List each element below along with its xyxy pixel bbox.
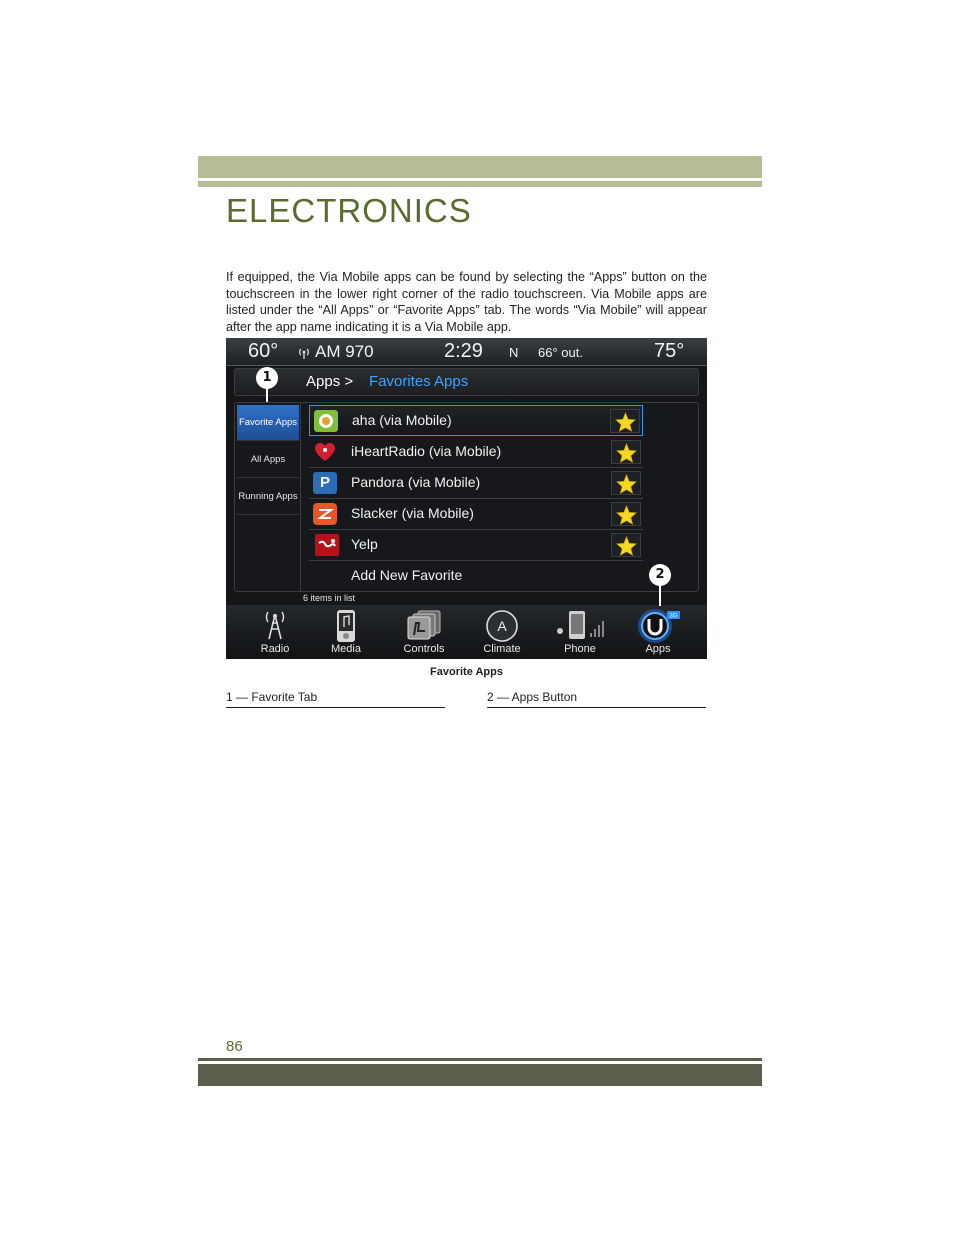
star-icon [616,474,637,494]
compass-heading: N [509,345,519,360]
add-new-favorite-button[interactable] [309,561,643,592]
list-item-label: Pandora (via Mobile) [351,474,481,490]
favorite-star-button[interactable] [611,440,641,464]
apps-panel [234,402,699,592]
touchscreen-figure [226,338,707,659]
item-count: 6 items in list [303,593,356,603]
uconnect-apps-icon [635,609,681,643]
favorite-star-button[interactable] [610,409,640,433]
radio-station: AM 970 [315,342,374,361]
favorite-star-button[interactable] [611,502,641,526]
dock-label: Apps [645,643,671,655]
page-number: 86 [226,1038,243,1055]
clock: 2:29 [444,340,483,362]
star-icon [615,412,636,432]
slacker-icon [313,503,337,525]
tab-favorite-apps[interactable]: Favorite Apps [237,405,299,441]
yelp-icon [313,534,341,556]
iheartradio-icon [313,441,337,463]
list-item-label: Yelp [351,536,378,552]
list-item-label: aha (via Mobile) [352,412,452,428]
legend-item-2: 2 — Apps Button [487,690,706,708]
footer-band [198,1064,762,1086]
header-band-line [198,181,762,187]
star-icon [616,443,637,463]
callout-1: 1 [256,367,278,389]
star-icon [616,536,637,556]
tab-all-apps[interactable]: All Apps [237,442,299,478]
callout-2: 2 [649,564,671,586]
list-item[interactable] [309,468,643,499]
bottom-dock [226,605,707,659]
dock-label: Radio [260,643,290,655]
header-band [198,156,762,178]
status-bar [226,338,707,366]
radio-signal-icon [298,347,310,359]
breadcrumb-current: Favorites Apps [369,373,469,390]
dock-climate-button[interactable] [467,605,537,659]
climate-icon [485,609,519,643]
legend-item-1: 1 — Favorite Tab [226,690,445,708]
breadcrumb-root[interactable]: Apps > [306,373,354,390]
phone-icon [552,609,608,641]
section-title: ELECTRONICS [226,192,472,229]
passenger-temp[interactable]: 75° [654,340,685,362]
body-paragraph: If equipped, the Via Mobile apps can be found by selecting the “Apps” button on the touchscreen in the lower right corner of the radio touchscreen. Via Mobile apps are listed under the “All Apps” or “Favorite Apps” tab. The words “Via Mobile” will appear after the app name indicating it is a Via Mobile app. [226,270,707,334]
list-item-label: Slacker (via Mobile) [351,505,474,521]
dock-radio-button[interactable] [240,605,310,659]
list-item[interactable] [309,499,643,530]
radio-tower-icon [260,609,290,641]
driver-temp[interactable]: 60° [248,340,279,362]
dock-apps-button[interactable] [623,605,693,659]
dock-label: Phone [564,643,596,655]
tab-running-apps[interactable]: Running Apps [237,479,299,515]
list-item-label: iHeartRadio (via Mobile) [351,443,502,459]
list-item[interactable] [309,405,643,436]
footer-band-line [198,1058,762,1061]
list-item-label: Add New Favorite [351,567,463,583]
dock-label: Media [331,643,361,655]
dock-controls-button[interactable] [389,605,459,659]
aha-icon [314,410,338,432]
tabs-column [235,403,301,591]
pandora-icon: P [313,472,337,494]
favorite-star-button[interactable] [611,533,641,557]
list-item[interactable] [309,530,643,561]
media-player-icon [335,609,357,643]
favorite-star-button[interactable] [611,471,641,495]
breadcrumb [234,368,699,396]
apps-badge: 3G [669,613,678,620]
climate-glyph: A [497,618,507,634]
dock-label: Controls [403,643,445,655]
dock-label: Climate [483,643,521,655]
callout-2-leader [659,584,661,606]
list-item[interactable] [309,437,643,468]
outside-temp: 66° out. [538,345,583,360]
seat-controls-icon [404,609,444,641]
dock-media-button[interactable] [311,605,381,659]
figure-caption: Favorite Apps [430,666,503,678]
star-icon [616,505,637,525]
dock-phone-button[interactable] [545,605,615,659]
